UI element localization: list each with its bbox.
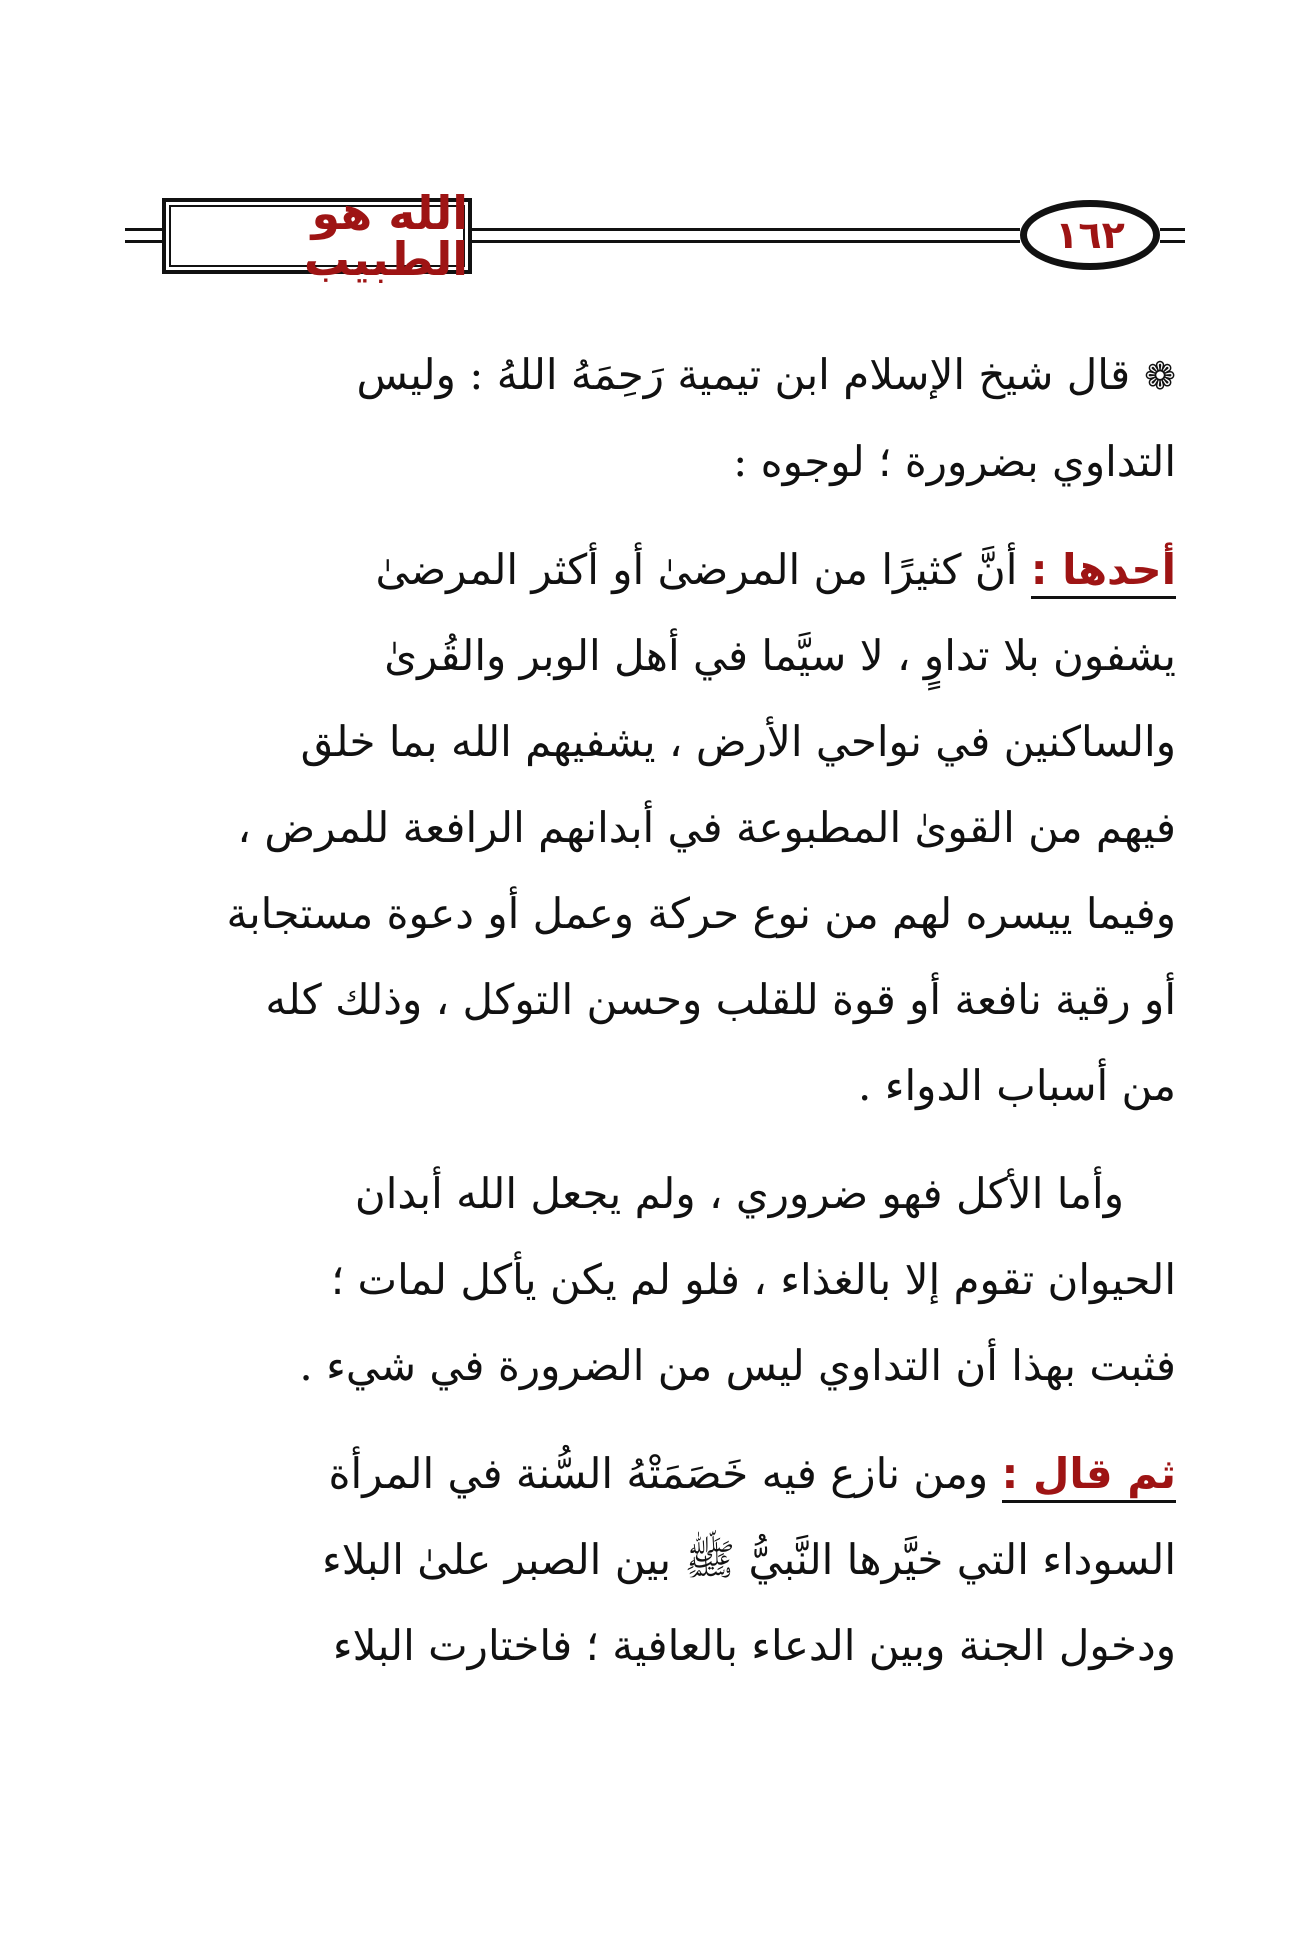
text-line: فثبت بهذا أن التداوي ليس من الضرورة في شيء . (299, 1341, 1176, 1390)
text-line-content: أنَّ كثيرًا من المرضىٰ أو أكثر المرضىٰ (375, 545, 1018, 594)
section-label: ثم قال : (1002, 1449, 1176, 1503)
paragraph-eating-necessity (126, 1151, 1176, 1409)
chapter-title: الله هو الطبيب (303, 186, 468, 286)
text-line (126, 1431, 1176, 1517)
text-line: يشفون بلا تداوٍ ، لا سيَّما في أهل الوبر والقُرىٰ (384, 631, 1176, 680)
text-line: التداوي بضرورة ؛ لوجوه : (733, 437, 1176, 486)
text-line (126, 332, 1176, 419)
header-rule-right-top (1160, 228, 1185, 231)
paragraph-first-reason (126, 527, 1176, 1129)
text-line: السوداء التي خيَّرها النَّبيُّ ﷺ بين الصبر علىٰ البلاء (321, 1535, 1176, 1584)
text-line: وفيما ييسره لهم من نوع حركة وعمل أو دعوة مستجابة (226, 889, 1176, 938)
page-header (125, 186, 1185, 290)
text-line: وأما الأكل فهو ضروري ، ولم يجعل الله أبدان (354, 1169, 1124, 1218)
header-rule-middle-top (472, 228, 1020, 231)
text-line-content: قال شيخ الإسلام ابن تيمية رَحِمَهُ اللهُ : وليس (356, 350, 1131, 399)
text-line: والساكنين في نواحي الأرض ، يشفيهم الله بما خلق (300, 717, 1176, 766)
chapter-title-box (162, 186, 472, 286)
header-rule-left-bottom (125, 240, 162, 243)
text-line (126, 527, 1176, 613)
text-line: فيهم من القوىٰ المطبوعة في أبدانهم الرافعة للمرض ، (237, 803, 1176, 852)
section-label: أحدها : (1031, 545, 1176, 599)
text-line: ودخول الجنة وبين الدعاء بالعافية ؛ فاختارت البلاء (332, 1621, 1176, 1670)
header-rule-right-bottom (1160, 240, 1185, 243)
text-line: من أسباب الدواء . (858, 1061, 1176, 1110)
text-line: الحيوان تقوم إلا بالغذاء ، فلو لم يكن يأكل لمات ؛ (330, 1255, 1176, 1304)
text-line: أو رقية نافعة أو قوة للقلب وحسن التوكل ، وذلك كله (265, 975, 1176, 1024)
asterism-icon: ❁ (1144, 354, 1176, 398)
header-rule-middle-bottom (472, 240, 1020, 243)
header-rule-left-top (125, 228, 162, 231)
page-body (126, 332, 1176, 1711)
paragraph-ibn-taymiyyah-quote (126, 332, 1176, 505)
text-line-content: ومن نازع فيه خَصَمَتْهُ السُّنة في المرأة (328, 1449, 989, 1498)
page-number: ١٦٢ (1055, 213, 1125, 257)
paragraph-then-he-said (126, 1431, 1176, 1689)
page-number-oval (1020, 200, 1160, 270)
